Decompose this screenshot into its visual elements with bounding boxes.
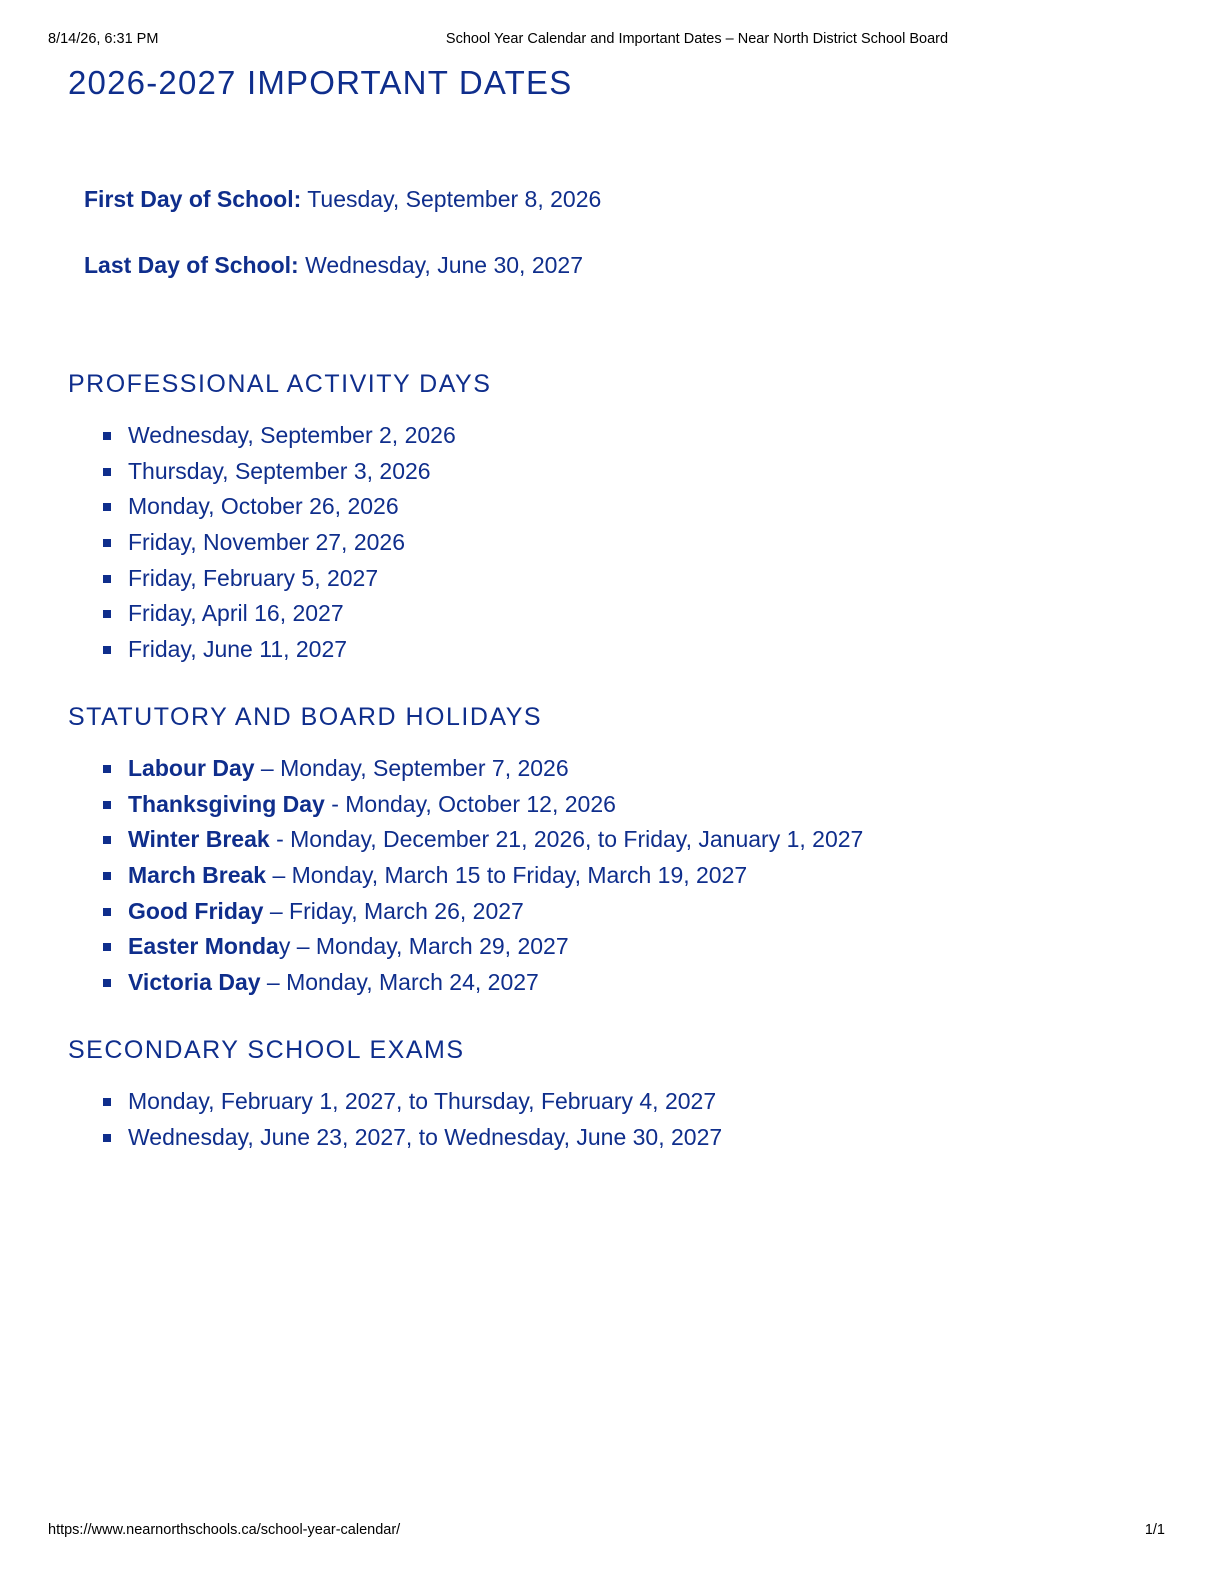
page-url: https://www.nearnorthschools.ca/school-year-calendar/ [48, 1522, 401, 1538]
square-bullet-icon [103, 646, 111, 654]
list-item [100, 1120, 722, 1156]
last-day-of-school [84, 252, 583, 279]
first-day-label: First Day of School: [84, 186, 302, 212]
list-item-text: Thursday, September 3, 2026 [128, 457, 431, 484]
list-item [100, 1084, 722, 1120]
professional-activity-heading: PROFESSIONAL ACTIVITY DAYS [68, 370, 492, 398]
holiday-name: Good Friday [128, 897, 264, 924]
holiday-name: Victoria Day [128, 969, 261, 996]
square-bullet-icon [103, 801, 111, 809]
list-item-text: Friday, February 5, 2027 [128, 564, 379, 591]
holidays-list [100, 751, 863, 1001]
holiday-date: – Monday, September 7, 2026 [254, 755, 569, 781]
square-bullet-icon [103, 872, 111, 880]
holiday-name: Winter Break [128, 826, 270, 853]
list-item [100, 489, 456, 525]
square-bullet-icon [103, 432, 111, 440]
list-item [100, 858, 863, 894]
list-item [100, 632, 456, 668]
holiday-date: – Monday, March 24, 2027 [260, 969, 539, 996]
list-item [100, 596, 456, 632]
holiday-name: March Break [128, 862, 267, 889]
list-item [100, 561, 456, 597]
exams-list [100, 1084, 722, 1155]
list-item-text: Friday, November 27, 2026 [128, 529, 405, 556]
page-count: 1/1 [1144, 1522, 1165, 1538]
first-day-value: Tuesday, September 8, 2026 [301, 186, 602, 212]
print-timestamp: 8/14/26, 6:31 PM [48, 31, 159, 47]
square-bullet-icon [103, 943, 111, 951]
holiday-date: - Monday, December 21, 2026, to Friday, January 1, 2027 [269, 826, 864, 853]
last-day-value: Wednesday, June 30, 2027 [298, 252, 584, 278]
holiday-date: - Monday, October 12, 2026 [324, 790, 616, 817]
holiday-name: Labour Day [128, 755, 255, 781]
professional-activity-list [100, 418, 456, 668]
print-document-title: School Year Calendar and Important Dates – Near North District School Board [445, 31, 949, 47]
holiday-name: Thanksgiving Day [128, 790, 325, 817]
square-bullet-icon [103, 908, 111, 916]
print-footer [0, 1522, 1224, 1542]
square-bullet-icon [103, 539, 111, 547]
list-item [100, 787, 863, 823]
list-item-text: Monday, February 1, 2027, to Thursday, February 4, 2027 [128, 1088, 717, 1114]
square-bullet-icon [103, 765, 111, 773]
first-day-of-school [84, 186, 601, 213]
square-bullet-icon [103, 979, 111, 987]
square-bullet-icon [103, 610, 111, 618]
holiday-name: Easter Monda [128, 933, 279, 960]
list-item [100, 418, 456, 454]
list-item [100, 751, 863, 787]
holidays-heading: STATUTORY AND BOARD HOLIDAYS [68, 703, 543, 731]
list-item [100, 454, 456, 490]
list-item [100, 894, 863, 930]
holiday-date: – Monday, March 15 to Friday, March 19, 2027 [266, 862, 748, 889]
list-item [100, 822, 863, 858]
list-item-text: Wednesday, June 23, 2027, to Wednesday, June 30, 2027 [128, 1123, 723, 1150]
page-title: 2026-2027 IMPORTANT DATES [68, 64, 573, 101]
square-bullet-icon [103, 836, 111, 844]
holiday-date: y – Monday, March 29, 2027 [278, 933, 569, 960]
list-item-text: Friday, June 11, 2027 [128, 636, 348, 663]
list-item-text: Friday, April 16, 2027 [128, 600, 344, 627]
holiday-date: – Friday, March 26, 2027 [263, 897, 524, 924]
list-item [100, 965, 863, 1001]
list-item-text: Monday, October 26, 2026 [128, 493, 399, 520]
square-bullet-icon [103, 575, 111, 583]
square-bullet-icon [103, 1134, 111, 1142]
exams-heading: SECONDARY SCHOOL EXAMS [68, 1036, 465, 1064]
square-bullet-icon [103, 503, 111, 511]
print-header [0, 31, 1224, 51]
square-bullet-icon [103, 1098, 111, 1106]
last-day-label: Last Day of School: [84, 252, 299, 278]
list-item [100, 929, 863, 965]
list-item [100, 525, 456, 561]
square-bullet-icon [103, 468, 111, 476]
list-item-text: Wednesday, September 2, 2026 [128, 422, 456, 448]
